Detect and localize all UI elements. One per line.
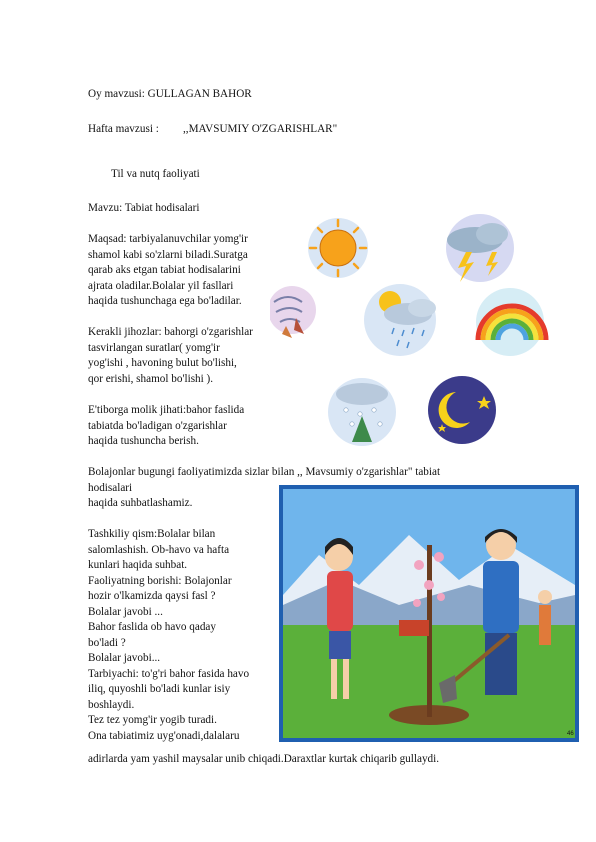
lesson-dialogue (88, 527, 249, 744)
dialogue-line: Tez tez yomg'ir yogib turadi. (88, 714, 217, 726)
goal-line: shamol kabi so'zlarni biladi.Suratga (88, 248, 248, 261)
thunderstorm-icon (446, 214, 514, 282)
dialogue-line: Bolalar javobi... (88, 652, 161, 664)
dialogue-line: Bahor faslida ob havo qaday (88, 621, 216, 633)
goal-paragraph (88, 232, 248, 310)
equipment-line: Kerakli jihozlar: bahorgi o'zgarishlar (88, 326, 253, 338)
week-topic-label: Hafta mavzusi : (88, 123, 159, 135)
intro-line: Bolajonlar bugungi faoliyatimizda sizlar bilan ,, Mavsumiy o'zgarishlar" tabiat (88, 466, 441, 478)
goal-line: qarab aks etgan tabiat hodisalarini (88, 264, 241, 276)
dialogue-line: hozir o'lkamizda qaysi fasl ? (88, 590, 216, 602)
moon-icon (428, 376, 496, 444)
snow-icon (328, 378, 396, 446)
sun-rain-icon (364, 284, 436, 356)
dialogue-line: Bolalar javobi ... (88, 605, 163, 618)
month-topic: Oy mavzusi: GULLAGAN BAHOR (88, 88, 252, 100)
attention-paragraph (88, 403, 244, 450)
closing-line: adirlarda yam yashil maysalar unib chiqadi.Daraxtlar kurtak chiqarib gullaydi. (88, 753, 440, 765)
dialogue-line: Tarbiyachi: to'g'ri bahor fasida havo (88, 667, 250, 680)
dialogue-line: iliq, quyoshli bo'ladi kunlar isiy (88, 683, 231, 695)
goal-line: ajrata oladilar.Bolalar yil fasllari (88, 279, 234, 292)
intro-line: hodisalari (88, 481, 133, 494)
goal-line: haqida tushunchaga ega bo'ladilar. (88, 295, 242, 307)
rainbow-icon (476, 288, 546, 356)
weather-illustration (270, 210, 570, 456)
dialogue-line: salomlashish. Ob-havo va hafta (88, 543, 230, 556)
dialogue-line: bo'ladi ? (88, 636, 126, 649)
tree-planting-illustration (279, 485, 579, 742)
intro-line: haqida suhbatlashamiz. (88, 497, 193, 509)
goal-line: Maqsad: tarbiyalanuvchilar yomg'ir (88, 233, 248, 245)
dialogue-line: Ona tabiatimiz uyg'onadi,dalalaru (88, 729, 240, 742)
week-topic-value: ,,MAVSUMIY O'ZGARISHLAR" (183, 123, 338, 135)
svg-text:46: 46 (567, 731, 574, 737)
topic-line: Mavzu: Tabiat hodisalari (88, 202, 200, 214)
equipment-paragraph (88, 325, 253, 387)
wind-icon (270, 286, 316, 338)
equipment-line: qor erishi, shamol bo'lishi ). (88, 372, 214, 385)
section-title: Til va nutq faoliyati (111, 168, 200, 180)
dialogue-line: Tashkiliy qism:Bolalar bilan (88, 528, 216, 540)
equipment-line: tasvirlangan suratlar( yomg'ir (88, 341, 220, 354)
sun-icon (308, 218, 368, 278)
dialogue-line: kunlari haqida suhbat. (88, 559, 188, 571)
attention-line: E'tiborga molik jihati:bahor faslida (88, 404, 245, 416)
dialogue-line: Faoliyatning borishi: Bolajonlar (88, 574, 232, 587)
dialogue-line: boshlaydi. (88, 698, 135, 711)
equipment-line: yog'ishi , havoning bulut bo'lishi, (88, 357, 237, 369)
attention-line: haqida tushuncha berish. (88, 435, 199, 447)
attention-line: tabiatda bo'ladigan o'zgarishlar (88, 419, 227, 432)
